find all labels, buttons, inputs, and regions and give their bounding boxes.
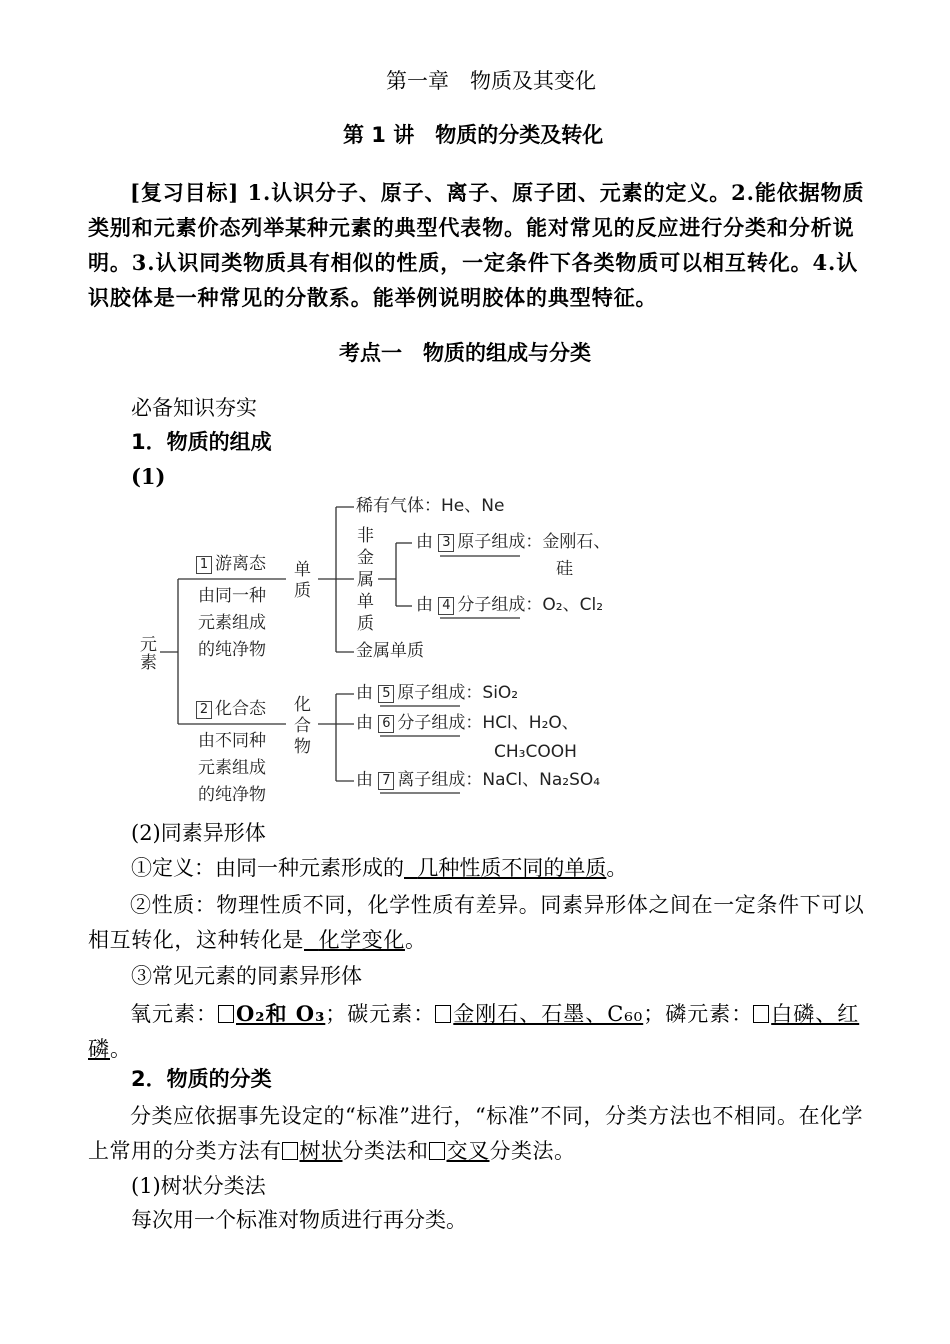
essentials-heading: 必备知识夯实 [131, 396, 257, 420]
compound-3: 物 [294, 737, 311, 757]
by-5: 由 [356, 683, 373, 703]
blank-box-5: 5 [378, 685, 394, 703]
by-4: 由 [416, 595, 433, 615]
state2-desc-1: 由不同种 [198, 731, 266, 751]
carbon-label: ；碳元素： [325, 1002, 436, 1026]
state1-label [196, 556, 266, 574]
blank-box-8 [218, 1005, 234, 1023]
nonmetal-5: 质 [357, 614, 374, 634]
blank-box-6: 6 [378, 715, 394, 733]
blank-box-7: 7 [378, 772, 394, 790]
metal-simple: 金属单质 [356, 641, 424, 661]
b6-label: 分子组成 [397, 713, 466, 733]
objectives-text: 1.认识分子、原子、离子、原子团、元素的定义。2.能依据物质类别和元素价态列举某种元素的典型代表物。能对常见的反应进行分类和分析说明。3.认识同类物质具有相似的性质，一定条件下各类物质可以相互转化。4.认识胶体是一种常见的分散系。能举例说明胶体的典型特征。 [88, 180, 865, 310]
by-3: 由 [416, 532, 433, 552]
branch-4 [416, 597, 603, 615]
oxygen-answer: O₂和 O₃ [236, 1001, 326, 1026]
def-answer: 几种性质不同的单质 [417, 856, 607, 880]
allotrope-examples [88, 996, 870, 1067]
allotrope-common: ③常见元素的同素异形体 [131, 964, 362, 988]
b4-label: 分子组成 [457, 595, 526, 615]
branch-7 [356, 772, 600, 790]
blank-box-3: 3 [438, 534, 454, 552]
cross-answer: 交叉 [446, 1139, 490, 1163]
blank-box-12 [429, 1142, 445, 1160]
allotrope-property [88, 888, 870, 958]
b5-example: ：SiO₂ [465, 683, 519, 703]
phosphorus-label: ；磷元素： [643, 1002, 754, 1026]
tree-classification-title: (1)树状分类法 [131, 1174, 266, 1198]
heading-classification: 2．物质的分类 [131, 1067, 272, 1091]
chapter-title: 第一章 物质及其变化 [386, 69, 596, 93]
b3-label: 原子组成 [457, 532, 526, 552]
oxygen-label: 氧元素： [130, 1002, 218, 1026]
b3-example-2: 硅 [556, 559, 573, 579]
state2-desc-2: 元素组成 [198, 758, 266, 778]
diagram-root: 元素 [140, 635, 157, 673]
branch-3 [416, 534, 610, 552]
b6-example-2: CH₃COOH [494, 742, 577, 762]
state1-desc-2: 元素组成 [198, 613, 266, 633]
state1-text: 游离态 [215, 554, 266, 574]
allotrope-definition [131, 858, 627, 879]
blank-box-10 [753, 1005, 769, 1023]
blank-box-11 [282, 1142, 298, 1160]
by-6: 由 [356, 713, 373, 733]
carbon-answer: 金刚石、石墨、C₆₀ [453, 1002, 644, 1026]
def-prefix: ①定义：由同一种元素形成的 [131, 856, 404, 880]
simple-substance: 单质 [294, 560, 311, 601]
branch-5 [356, 685, 518, 703]
blank-box-9 [435, 1005, 451, 1023]
b7-example: ：NaCl、Na₂SO₄ [465, 770, 601, 790]
state1-desc-1: 由同一种 [198, 586, 266, 606]
state1-desc-3: 的纯净物 [198, 640, 266, 660]
noble-gas: 稀有气体：He、Ne [356, 496, 505, 516]
heading-composition: 1．物质的组成 [131, 430, 272, 454]
by-7: 由 [356, 770, 373, 790]
compound-2: 合 [294, 716, 311, 736]
allotrope-title: (2)同素异形体 [131, 821, 266, 845]
blank-box-1: 1 [196, 556, 212, 574]
section-title: 考点一 物质的组成与分类 [339, 341, 591, 365]
objectives-label: [复习目标] [130, 180, 240, 205]
sub-heading-1: (1) [131, 464, 166, 489]
prop-answer: 化学变化 [318, 928, 405, 952]
class-suffix: 分类法。 [489, 1139, 576, 1163]
lecture-title: 第 1 讲 物质的分类及转化 [343, 123, 604, 147]
b7-label: 离子组成 [397, 770, 466, 790]
examples-end: 。 [110, 1037, 132, 1061]
branch-6 [356, 715, 579, 733]
classification-paragraph [88, 1099, 870, 1169]
tree-classification-desc: 每次用一个标准对物质进行再分类。 [131, 1208, 467, 1232]
prop-prefix: ②性质：物理性质不同，化学性质有差异。同素异形体之间在一定条件下可以相互转化，这种转化是 [88, 893, 865, 952]
b3-example: ：金刚石、 [525, 532, 611, 552]
state2-text: 化合态 [215, 699, 266, 719]
b6-example: ：HCl、H₂O、 [465, 713, 579, 733]
nonmetal-3: 属 [357, 570, 374, 590]
tree-answer: 树状 [299, 1139, 343, 1163]
phosphorus-answer: 白磷、红磷 [88, 1002, 860, 1061]
nonmetal-4: 单 [357, 592, 374, 612]
blank-box-4: 4 [438, 597, 454, 615]
state2-desc-3: 的纯净物 [198, 785, 266, 805]
class-prefix: 分类应依据事先设定的“标准”进行，“标准”不同，分类方法也不相同。在化学上常用的分类方法有 [88, 1104, 863, 1163]
state2-label [196, 701, 266, 719]
nonmetal-1: 非 [357, 526, 374, 546]
b4-example: ：O₂、Cl₂ [525, 595, 604, 615]
blank-box-2: 2 [196, 701, 212, 719]
class-mid: 分类法和 [342, 1139, 429, 1163]
nonmetal-2: 金 [357, 548, 374, 568]
compound-1: 化 [294, 695, 311, 715]
prop-suffix: 。 [404, 928, 427, 952]
def-suffix: 。 [606, 856, 628, 880]
b5-label: 原子组成 [397, 683, 466, 703]
